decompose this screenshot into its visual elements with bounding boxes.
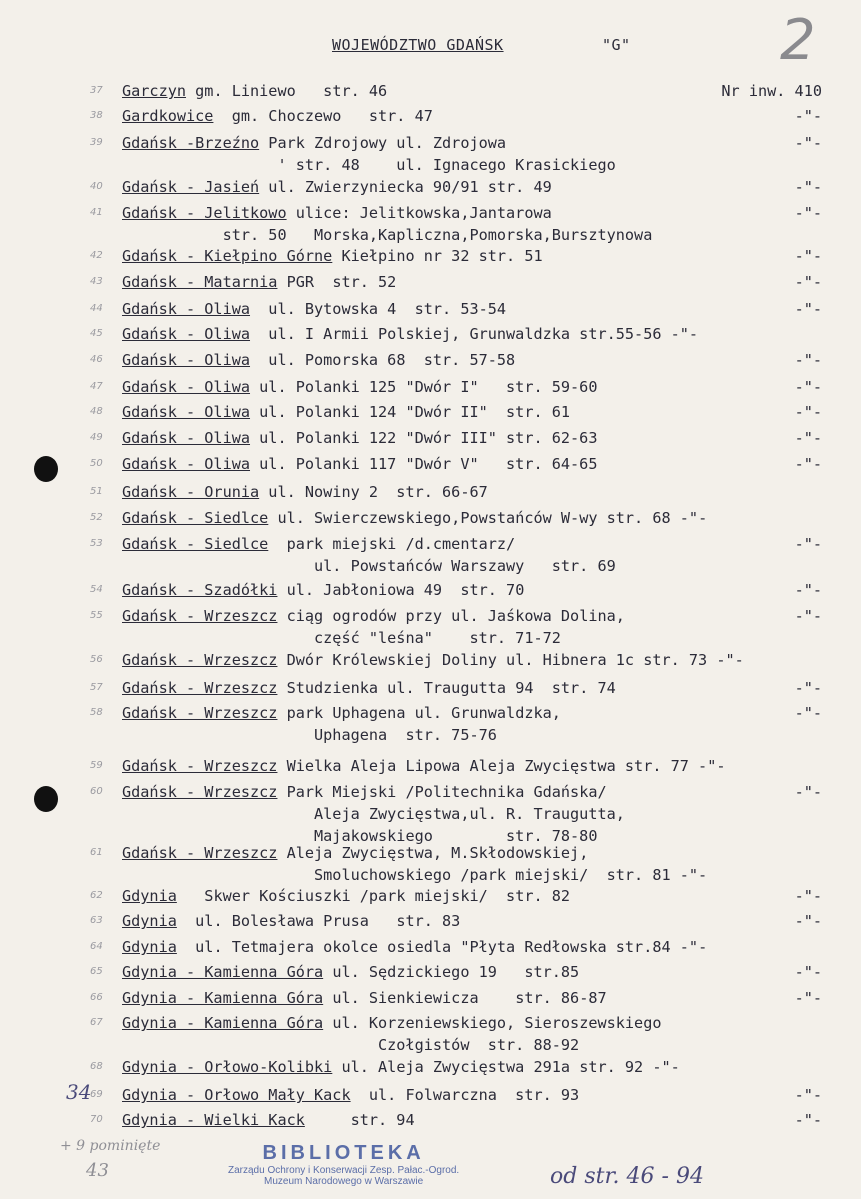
entry-details: gm. Choczewo str. 47	[213, 107, 433, 125]
entry-inventory: -"-	[794, 581, 822, 599]
table-row	[122, 427, 822, 449]
table-row	[122, 533, 822, 577]
entry-number: 66	[90, 992, 103, 1003]
table-row	[122, 842, 822, 886]
entry-details: gm. Liniewo str. 46	[186, 82, 388, 100]
entry-inventory: -"-	[794, 679, 822, 697]
entry-place: Gdynia - Orłowo Mały Kack	[122, 1086, 351, 1104]
entry-details: ul. Sienkiewicza str. 86-87	[323, 989, 607, 1007]
table-row	[122, 1056, 822, 1078]
entry-continuation: Smoluchowskiego /park miejski/ str. 81 -"-	[122, 866, 708, 884]
entry-place: Gdynia - Kamienna Góra	[122, 963, 324, 981]
entry-details: ul. Bolesława Prusa str. 83	[176, 912, 461, 930]
table-row	[122, 298, 822, 320]
table-row	[122, 579, 822, 601]
entry-details: ul. Polanki 124 "Dwór II" str. 61	[250, 403, 571, 421]
entry-inventory: -"-	[794, 607, 822, 625]
handwritten-count: 34	[66, 1080, 92, 1104]
entry-number: 61	[90, 847, 103, 858]
table-row	[122, 1012, 822, 1056]
entry-place: Gdańsk - Oliwa	[122, 325, 251, 343]
entry-place: Gdynia - Kamienna Góra	[122, 1014, 324, 1032]
entry-details: park Uphagena ul. Grunwaldzka,	[277, 704, 561, 722]
stamp-line-2: Muzeum Narodowego w Warszawie	[264, 1176, 424, 1187]
entry-number: 57	[90, 682, 103, 693]
entry-place: Gdańsk - Matarnia	[122, 273, 278, 291]
entry-number: 68	[90, 1061, 103, 1072]
table-row	[122, 605, 822, 649]
entry-inventory: -"-	[794, 247, 822, 265]
table-row	[122, 1084, 822, 1106]
entry-details: PGR str. 52	[277, 273, 397, 291]
table-row	[122, 885, 822, 907]
entry-details: ul. Pomorska 68 str. 57-58	[250, 351, 516, 369]
document-header	[332, 36, 631, 54]
entry-details: Studzienka ul. Traugutta 94 str. 74	[277, 679, 616, 697]
entry-number: 70	[90, 1114, 103, 1125]
table-row	[122, 755, 822, 777]
entry-number: 49	[90, 432, 103, 443]
entry-details: ul. Tetmajera okolce osiedla "Płyta Redłowska str.84 -"-	[176, 938, 708, 956]
entry-place: Gdańsk - Wrzeszcz	[122, 757, 278, 775]
entry-number: 59	[90, 760, 103, 771]
entry-details: str. 94	[304, 1111, 415, 1129]
table-row	[122, 202, 822, 246]
entry-inventory: -"-	[794, 989, 822, 1007]
entry-continuation: Uphagena str. 75-76	[122, 726, 497, 744]
entry-inventory: -"-	[794, 963, 822, 981]
entry-inventory: -"-	[794, 204, 822, 222]
entry-number: 47	[90, 381, 103, 392]
entry-inventory: -"-	[794, 535, 822, 553]
entry-details: Skwer Kościuszki /park miejski/ str. 82	[176, 887, 571, 905]
entry-place: Gdańsk - Wrzeszcz	[122, 844, 278, 862]
header-title: WOJEWÓDZTWO GDAŃSK	[332, 36, 504, 54]
entry-place: Gdańsk - Wrzeszcz	[122, 607, 278, 625]
table-row	[122, 507, 822, 529]
entry-place: Gdynia - Orłowo-Kolibki	[122, 1058, 333, 1076]
entry-continuation: ' str. 48 ul. Ignacego Krasickiego	[122, 156, 616, 174]
table-row	[122, 245, 822, 267]
entry-number: 38	[90, 110, 103, 121]
entry-place: Gdańsk - Szadółki	[122, 581, 278, 599]
entry-number: 55	[90, 610, 103, 621]
entry-inventory: -"-	[794, 300, 822, 318]
entry-number: 65	[90, 966, 103, 977]
table-row	[122, 702, 822, 746]
entry-place: Gdynia	[122, 887, 177, 905]
entry-place: Gdańsk - Orunia	[122, 483, 260, 501]
entry-number: 41	[90, 207, 103, 218]
header-letter: "G"	[602, 36, 631, 54]
entry-number: 50	[90, 458, 103, 469]
entry-number: 46	[90, 354, 103, 365]
table-row	[122, 271, 822, 293]
table-row	[122, 453, 822, 475]
entry-number: 64	[90, 941, 103, 952]
table-row	[122, 649, 822, 671]
handwritten-added: + 9 pominięte	[60, 1138, 161, 1154]
entry-place: Gdynia	[122, 912, 177, 930]
entry-details: ciąg ogrodów przy ul. Jaśkowa Dolina,	[277, 607, 625, 625]
table-row	[122, 376, 822, 398]
entry-place: Gdańsk - Wrzeszcz	[122, 651, 278, 669]
entry-details: ul. Zwierzyniecka 90/91 str. 49	[259, 178, 552, 196]
entry-place: Gdańsk - Oliwa	[122, 351, 251, 369]
entry-details: ul. Jabłoniowa 49 str. 70	[277, 581, 525, 599]
entry-inventory: -"-	[794, 455, 822, 473]
table-row	[122, 677, 822, 699]
entry-details: ul. Polanki 125 "Dwór I" str. 59-60	[250, 378, 598, 396]
entry-inventory: -"-	[794, 704, 822, 722]
entry-continuation: część "leśna" str. 71-72	[122, 629, 561, 647]
entry-continuation: Aleja Zwycięstwa,ul. R. Traugutta, Majakowskiego str. 78-80	[314, 805, 625, 845]
entry-details: park miejski /d.cmentarz/	[268, 535, 516, 553]
table-row	[122, 481, 822, 503]
entry-details: Wielka Aleja Lipowa Aleja Zwycięstwa str. 77 -"-	[277, 757, 726, 775]
entry-details: ul. Polanki 122 "Dwór III" str. 62-63	[250, 429, 598, 447]
entry-details: ul. Nowiny 2 str. 66-67	[259, 483, 488, 501]
entry-number: 37	[90, 85, 103, 96]
entry-details: Park Miejski /Politechnika Gdańska/	[277, 783, 607, 801]
table-row	[122, 80, 822, 102]
entry-inventory: -"-	[794, 912, 822, 930]
entry-number: 44	[90, 303, 103, 314]
entry-details: Aleja Zwycięstwa, M.Skłodowskiej,	[277, 844, 589, 862]
entry-place: Gdańsk - Jasień	[122, 178, 260, 196]
entry-number: 67	[90, 1017, 103, 1028]
entry-place: Gdańsk - Siedlce	[122, 535, 269, 553]
stamp-title: BIBLIOTEKA	[262, 1142, 425, 1164]
table-row	[122, 349, 822, 371]
stamp-line-1: Zarządu Ochrony i Konserwacji Zesp. Pałac.-Ogrod.	[228, 1165, 460, 1176]
entry-details: Kiełpino nr 32 str. 51	[332, 247, 543, 265]
table-row	[122, 323, 822, 345]
entry-inventory: Nr inw. 410	[721, 82, 822, 100]
table-row	[122, 910, 822, 932]
entry-inventory: -"-	[794, 1111, 822, 1129]
table-row	[122, 176, 822, 198]
library-stamp	[228, 1142, 459, 1187]
entry-number: 39	[90, 137, 103, 148]
entry-number: 60	[90, 786, 103, 797]
entry-place: Gdańsk - Oliwa	[122, 455, 251, 473]
table-row	[122, 401, 822, 423]
table-row	[122, 132, 822, 176]
entry-place: Gdańsk - Oliwa	[122, 429, 251, 447]
entry-place: Gdańsk - Siedlce	[122, 509, 269, 527]
page-number: 2	[780, 8, 816, 73]
entry-place: Gdynia - Kamienna Góra	[122, 989, 324, 1007]
entry-continuation: ul. Powstańców Warszawy str. 69	[122, 557, 616, 575]
entry-place: Gdańsk -Brzeźno	[122, 134, 260, 152]
entry-number: 54	[90, 584, 103, 595]
entry-number: 62	[90, 890, 103, 901]
entry-inventory: -"-	[794, 887, 822, 905]
entry-number: 51	[90, 486, 103, 497]
entry-inventory: -"-	[794, 429, 822, 447]
entry-inventory: -"-	[794, 107, 822, 125]
entry-number: 56	[90, 654, 103, 665]
entry-place: Garczyn	[122, 82, 187, 100]
entry-place: Gdańsk - Wrzeszcz	[122, 704, 278, 722]
punch-hole-bottom	[34, 786, 58, 812]
table-row	[122, 987, 822, 1009]
handwritten-total: 43	[86, 1160, 109, 1181]
entry-number: 58	[90, 707, 103, 718]
entry-continuation: Czołgistów str. 88-92	[122, 1036, 580, 1054]
entry-number: 43	[90, 276, 103, 287]
entry-details: ul. Sędzickiego 19 str.85	[323, 963, 580, 981]
entry-inventory: -"-	[794, 178, 822, 196]
table-row	[122, 105, 822, 127]
entry-number: 63	[90, 915, 103, 926]
entry-details: Dwór Królewskiej Doliny ul. Hibnera 1c str. 73 -"-	[277, 651, 744, 669]
entry-inventory: -"-	[794, 378, 822, 396]
table-row	[122, 936, 822, 958]
entry-details: ul. I Armii Polskiej, Grunwaldzka str.55-56 -"-	[250, 325, 699, 343]
entry-number: 53	[90, 538, 103, 549]
entry-details: ul. Polanki 117 "Dwór V" str. 64-65	[250, 455, 598, 473]
entry-place: Gdańsk - Oliwa	[122, 403, 251, 421]
entry-details: ul. Folwarczna str. 93	[350, 1086, 580, 1104]
entry-continuation: str. 50 Morska,Kapliczna,Pomorska,Bursztynowa	[122, 226, 653, 244]
entry-details: ul. Aleja Zwycięstwa 291a str. 92 -"-	[332, 1058, 680, 1076]
entry-details: ul. Korzeniewskiego, Sieroszewskiego	[323, 1014, 662, 1032]
entry-inventory: -"-	[794, 351, 822, 369]
entry-place: Gdańsk - Wrzeszcz	[122, 783, 278, 801]
handwritten-range: od str. 46 - 94	[550, 1164, 704, 1189]
entry-place: Gdańsk - Oliwa	[122, 300, 251, 318]
entry-details: ulice: Jelitkowska,Jantarowa	[286, 204, 552, 222]
entry-inventory: -"-	[794, 1086, 822, 1104]
entry-inventory: -"-	[794, 403, 822, 421]
entry-inventory: -"-	[794, 134, 822, 152]
punch-hole-top	[34, 456, 58, 482]
entry-place: Gardkowice	[122, 107, 214, 125]
entry-details: ul. Bytowska 4 str. 53-54	[250, 300, 507, 318]
entry-number: 69	[90, 1089, 103, 1100]
entry-place: Gdańsk - Oliwa	[122, 378, 251, 396]
entry-inventory: -"-	[794, 273, 822, 291]
entry-number: 42	[90, 250, 103, 261]
entry-inventory: -"-	[794, 783, 822, 801]
entry-place: Gdynia	[122, 938, 177, 956]
entry-number: 52	[90, 512, 103, 523]
entry-details: ul. Swierczewskiego,Powstańców W-wy str. 68 -"-	[268, 509, 708, 527]
entry-place: Gdańsk - Jelitkowo	[122, 204, 287, 222]
table-row	[122, 961, 822, 983]
entry-place: Gdańsk - Wrzeszcz	[122, 679, 278, 697]
entry-details: Park Zdrojowy ul. Zdrojowa	[259, 134, 507, 152]
entry-number: 45	[90, 328, 103, 339]
table-row	[122, 781, 822, 847]
entry-place: Gdynia - Wielki Kack	[122, 1111, 305, 1129]
entry-place: Gdańsk - Kiełpino Górne	[122, 247, 333, 265]
entry-number: 48	[90, 406, 103, 417]
table-row	[122, 1109, 822, 1131]
entry-number: 40	[90, 181, 103, 192]
